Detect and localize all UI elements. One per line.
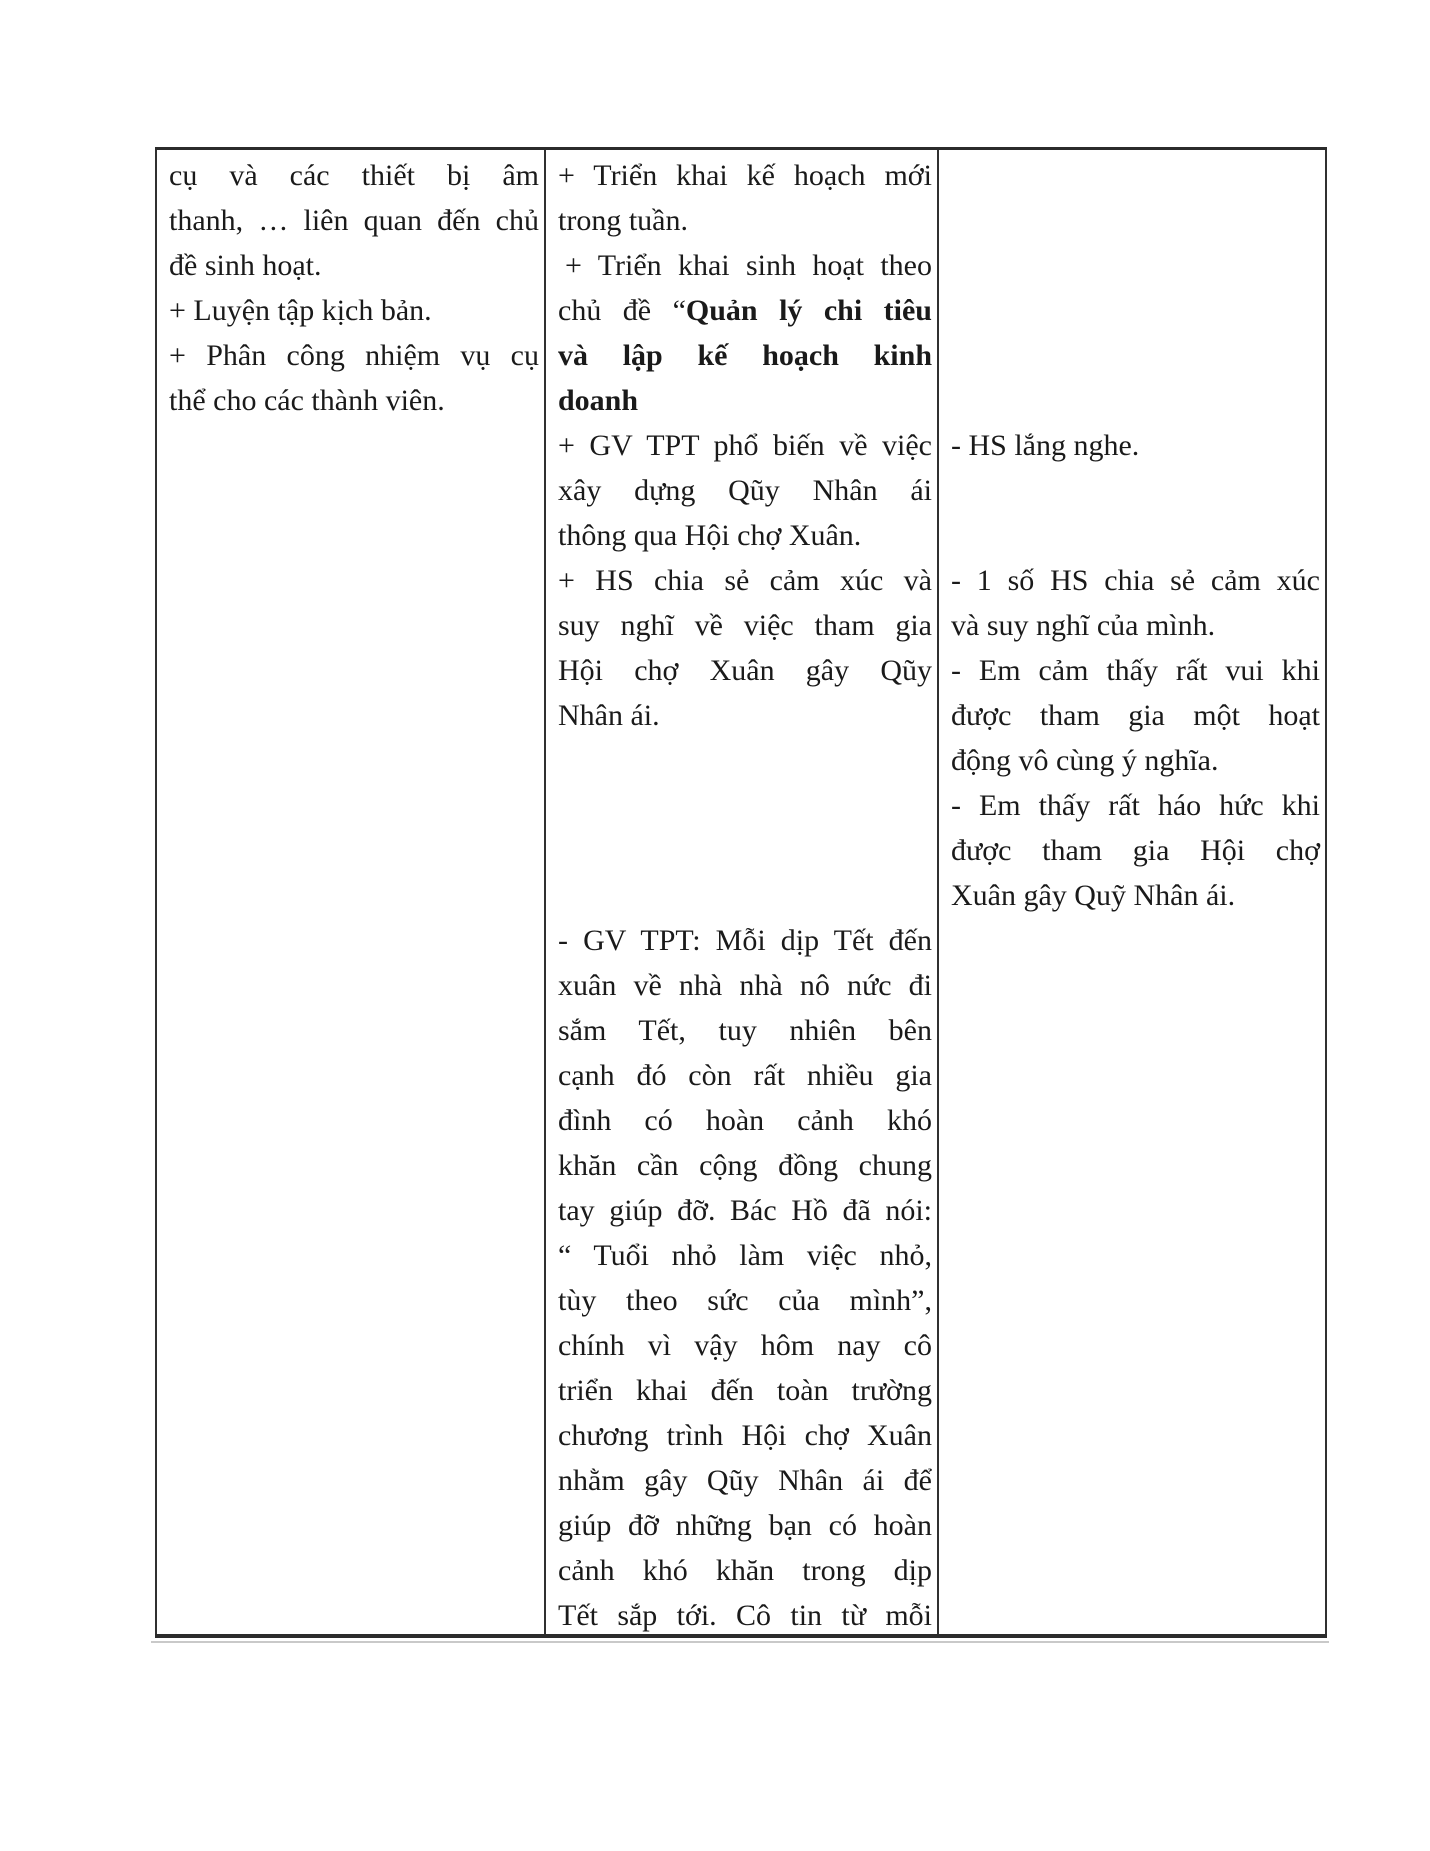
blank-line (951, 153, 1320, 198)
text-segment: chủ đề “ (558, 294, 686, 327)
text-line: thanh, … liên quan đến chủ (169, 204, 539, 237)
text-line: - 1 số HS chia sẻ cảm xúc (951, 564, 1320, 597)
table-cell-left (155, 150, 544, 1634)
text-line: giúp đỡ những bạn có hoàn (558, 1509, 932, 1542)
text-line: - Em thấy rất háo hức khi (951, 789, 1320, 822)
text-line: cụ và các thiết bị âm (169, 159, 539, 192)
text-line: suy nghĩ về việc tham gia (558, 609, 932, 642)
text-line: chương trình Hội chợ Xuân (558, 1419, 932, 1452)
bold-text-segment: Quản lý chi tiêu (685, 294, 932, 327)
text-line: + Triển khai sinh hoạt theo (565, 249, 932, 282)
text-line: sắm Tết, tuy nhiên bên (558, 1014, 932, 1047)
table-cell-right (937, 150, 1327, 1634)
blank-line (558, 828, 932, 873)
text-line: trong tuần. (558, 204, 688, 237)
text-line: - GV TPT: Mỗi dịp Tết đến (558, 924, 932, 957)
text-line: - Em cảm thấy rất vui khi (951, 654, 1320, 687)
text-line: khăn cần cộng đồng chung (558, 1149, 932, 1182)
text-line: Xuân gây Quỹ Nhân ái. (951, 879, 1236, 912)
blank-line (558, 783, 932, 828)
blank-line (558, 873, 932, 918)
text-line: cảnh khó khăn trong dịp (558, 1554, 932, 1587)
table-cell-middle (544, 150, 937, 1634)
text-line: động vô cùng ý nghĩa. (951, 744, 1219, 777)
text-line: nhằm gây Qũy Nhân ái để (558, 1464, 932, 1497)
text-line: đình có hoàn cảnh khó (558, 1104, 932, 1137)
text-line: và lập kế hoạch kinh (558, 339, 932, 372)
blank-line (951, 333, 1320, 378)
text-line (558, 288, 932, 333)
text-line: + Luyện tập kịch bản. (169, 294, 432, 327)
blank-line (951, 513, 1320, 558)
text-line: tay giúp đỡ. Bác Hồ đã nói: (558, 1194, 932, 1227)
blank-line (951, 468, 1320, 513)
text-line: Nhân ái. (558, 699, 660, 732)
text-line: được tham gia Hội chợ (951, 834, 1320, 867)
blank-line (951, 378, 1320, 423)
text-line: Hội chợ Xuân gây Qũy (558, 654, 932, 687)
text-line: - HS lắng nghe. (951, 429, 1140, 462)
text-line: được tham gia một hoạt (951, 699, 1320, 732)
text-line: tùy theo sức của mình”, (558, 1284, 932, 1317)
text-line: “ Tuổi nhỏ làm việc nhỏ, (558, 1239, 932, 1272)
text-line: + Phân công nhiệm vụ cụ (169, 339, 539, 372)
text-line: thông qua Hội chợ Xuân. (558, 519, 862, 552)
text-line: và suy nghĩ của mình. (951, 609, 1216, 642)
text-line: Tết sắp tới. Cô tin từ mỗi (558, 1599, 932, 1632)
text-line: chính vì vậy hôm nay cô (558, 1329, 932, 1362)
text-line: thể cho các thành viên. (169, 384, 445, 417)
text-line: xuân về nhà nhà nô nức đi (558, 969, 932, 1002)
text-line: cạnh đó còn rất nhiều gia (558, 1059, 932, 1092)
blank-line (951, 288, 1320, 333)
text-line: + HS chia sẻ cảm xúc và (558, 564, 932, 597)
text-line: xây dựng Qũy Nhân ái (558, 474, 932, 507)
blank-line (558, 738, 932, 783)
lesson-plan-table (155, 147, 1327, 1638)
text-line: + GV TPT phổ biến về việc (558, 429, 932, 462)
text-line: doanh (558, 384, 639, 417)
blank-line (951, 243, 1320, 288)
blank-line (951, 198, 1320, 243)
text-line: triển khai đến toàn trường (558, 1374, 932, 1407)
text-line: đề sinh hoạt. (169, 249, 322, 282)
text-line: + Triển khai kế hoạch mới (558, 159, 932, 192)
